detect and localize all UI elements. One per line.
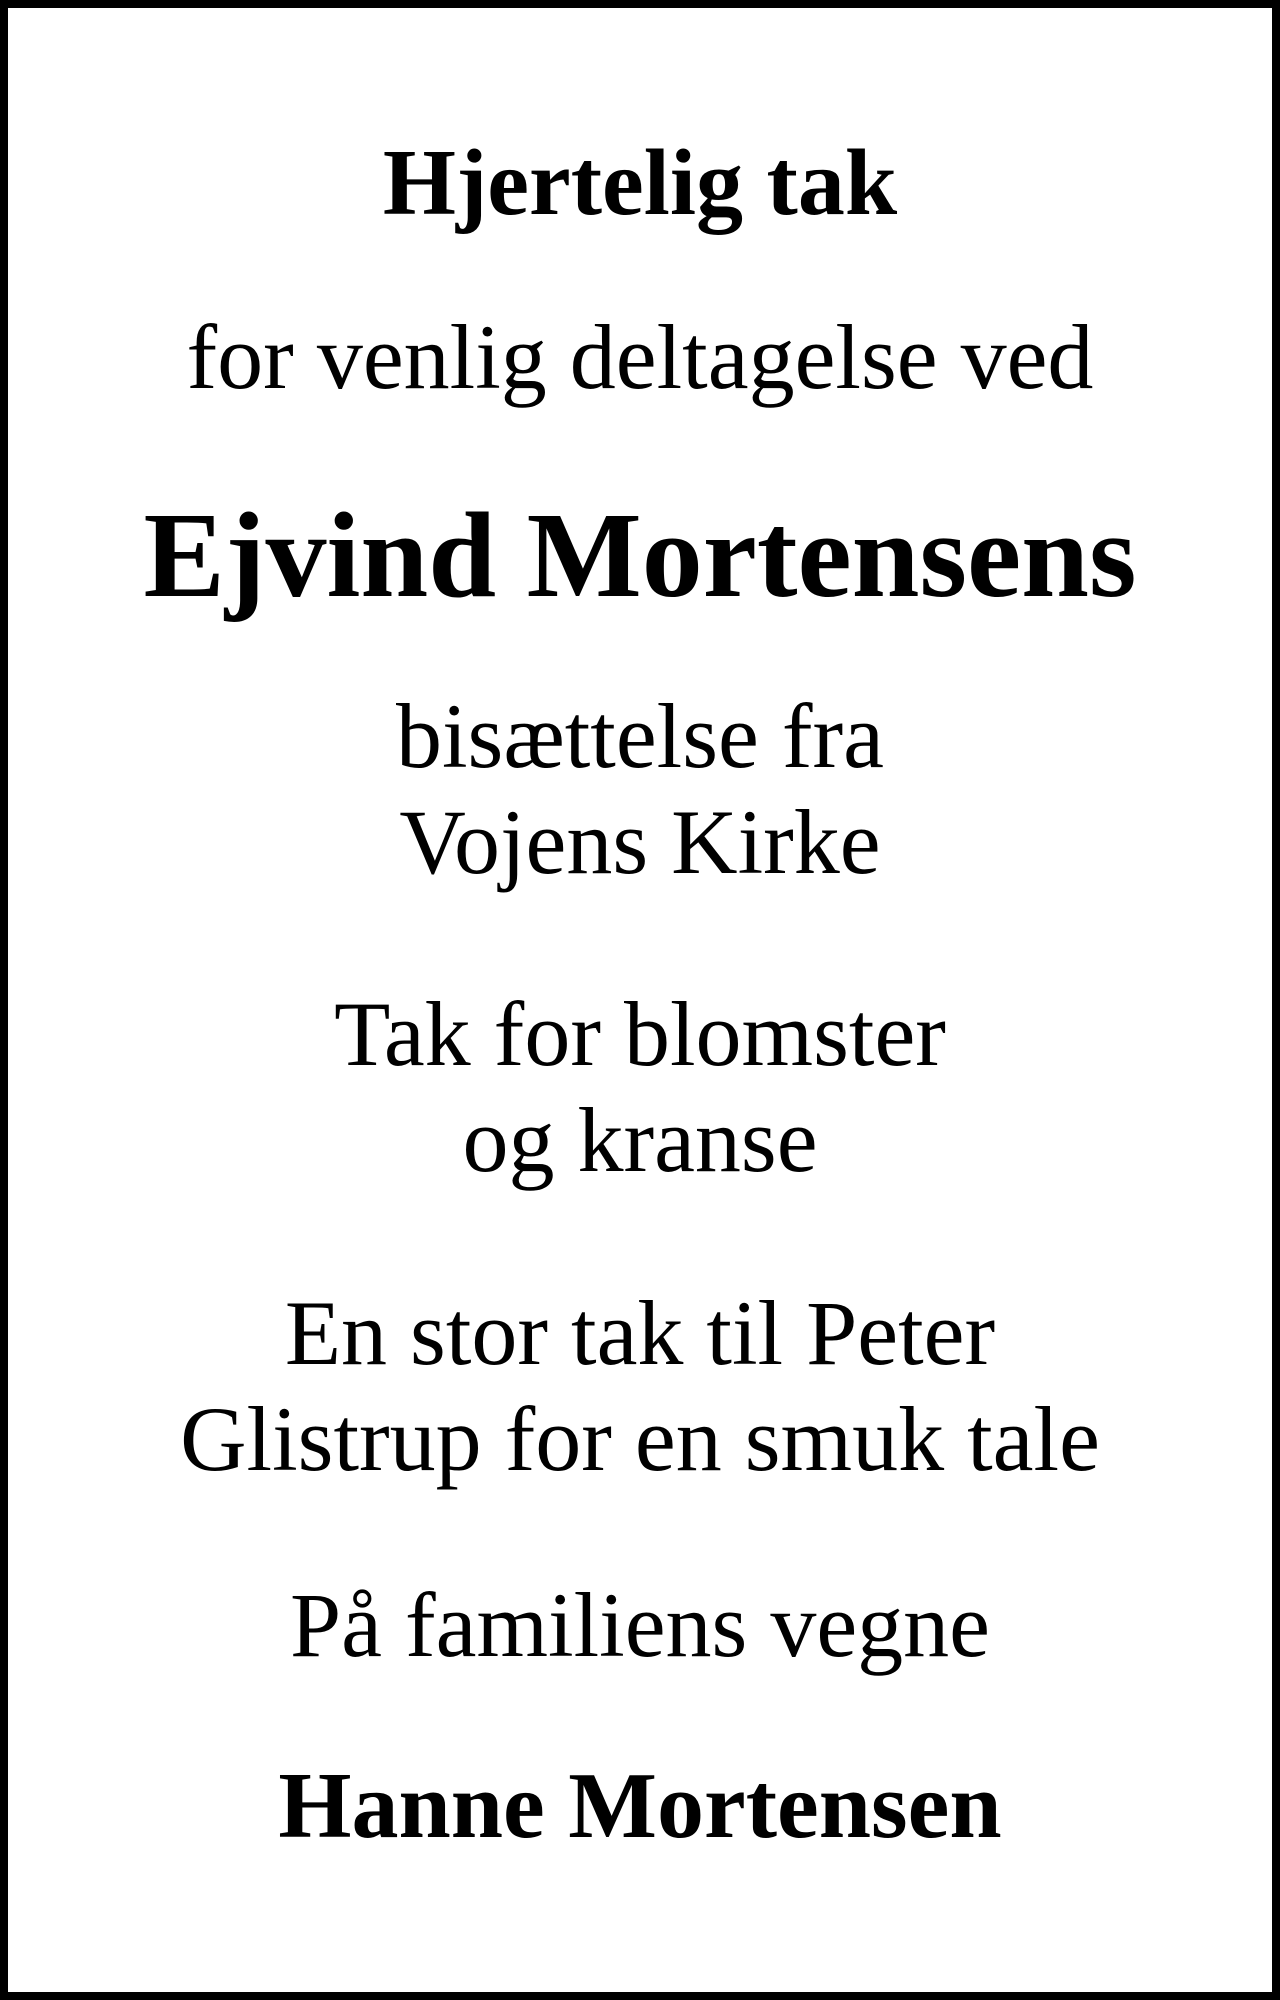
speech-line-1: En stor tak til Peter — [284, 1282, 996, 1384]
notice-intro: for venlig deltagelse ved — [186, 306, 1094, 408]
funeral-line-1: bisættelse fra — [396, 685, 884, 787]
deceased-name: Ejvind Mortensens — [143, 488, 1137, 623]
flowers-thanks — [8, 981, 1272, 1193]
on-behalf-text: På familiens vegne — [289, 1574, 991, 1676]
funeral-line-2: Vojens Kirke — [399, 791, 881, 893]
funeral-info — [8, 683, 1272, 895]
notice-heading: Hjertelig tak — [382, 131, 898, 235]
flowers-line-1: Tak for blomster — [334, 983, 946, 1085]
speech-line-2: Glistrup for en smuk tale — [180, 1388, 1100, 1490]
signature-name: Hanne Mortensen — [278, 1754, 1002, 1858]
flowers-line-2: og kranse — [462, 1089, 818, 1191]
speech-thanks — [8, 1280, 1272, 1492]
